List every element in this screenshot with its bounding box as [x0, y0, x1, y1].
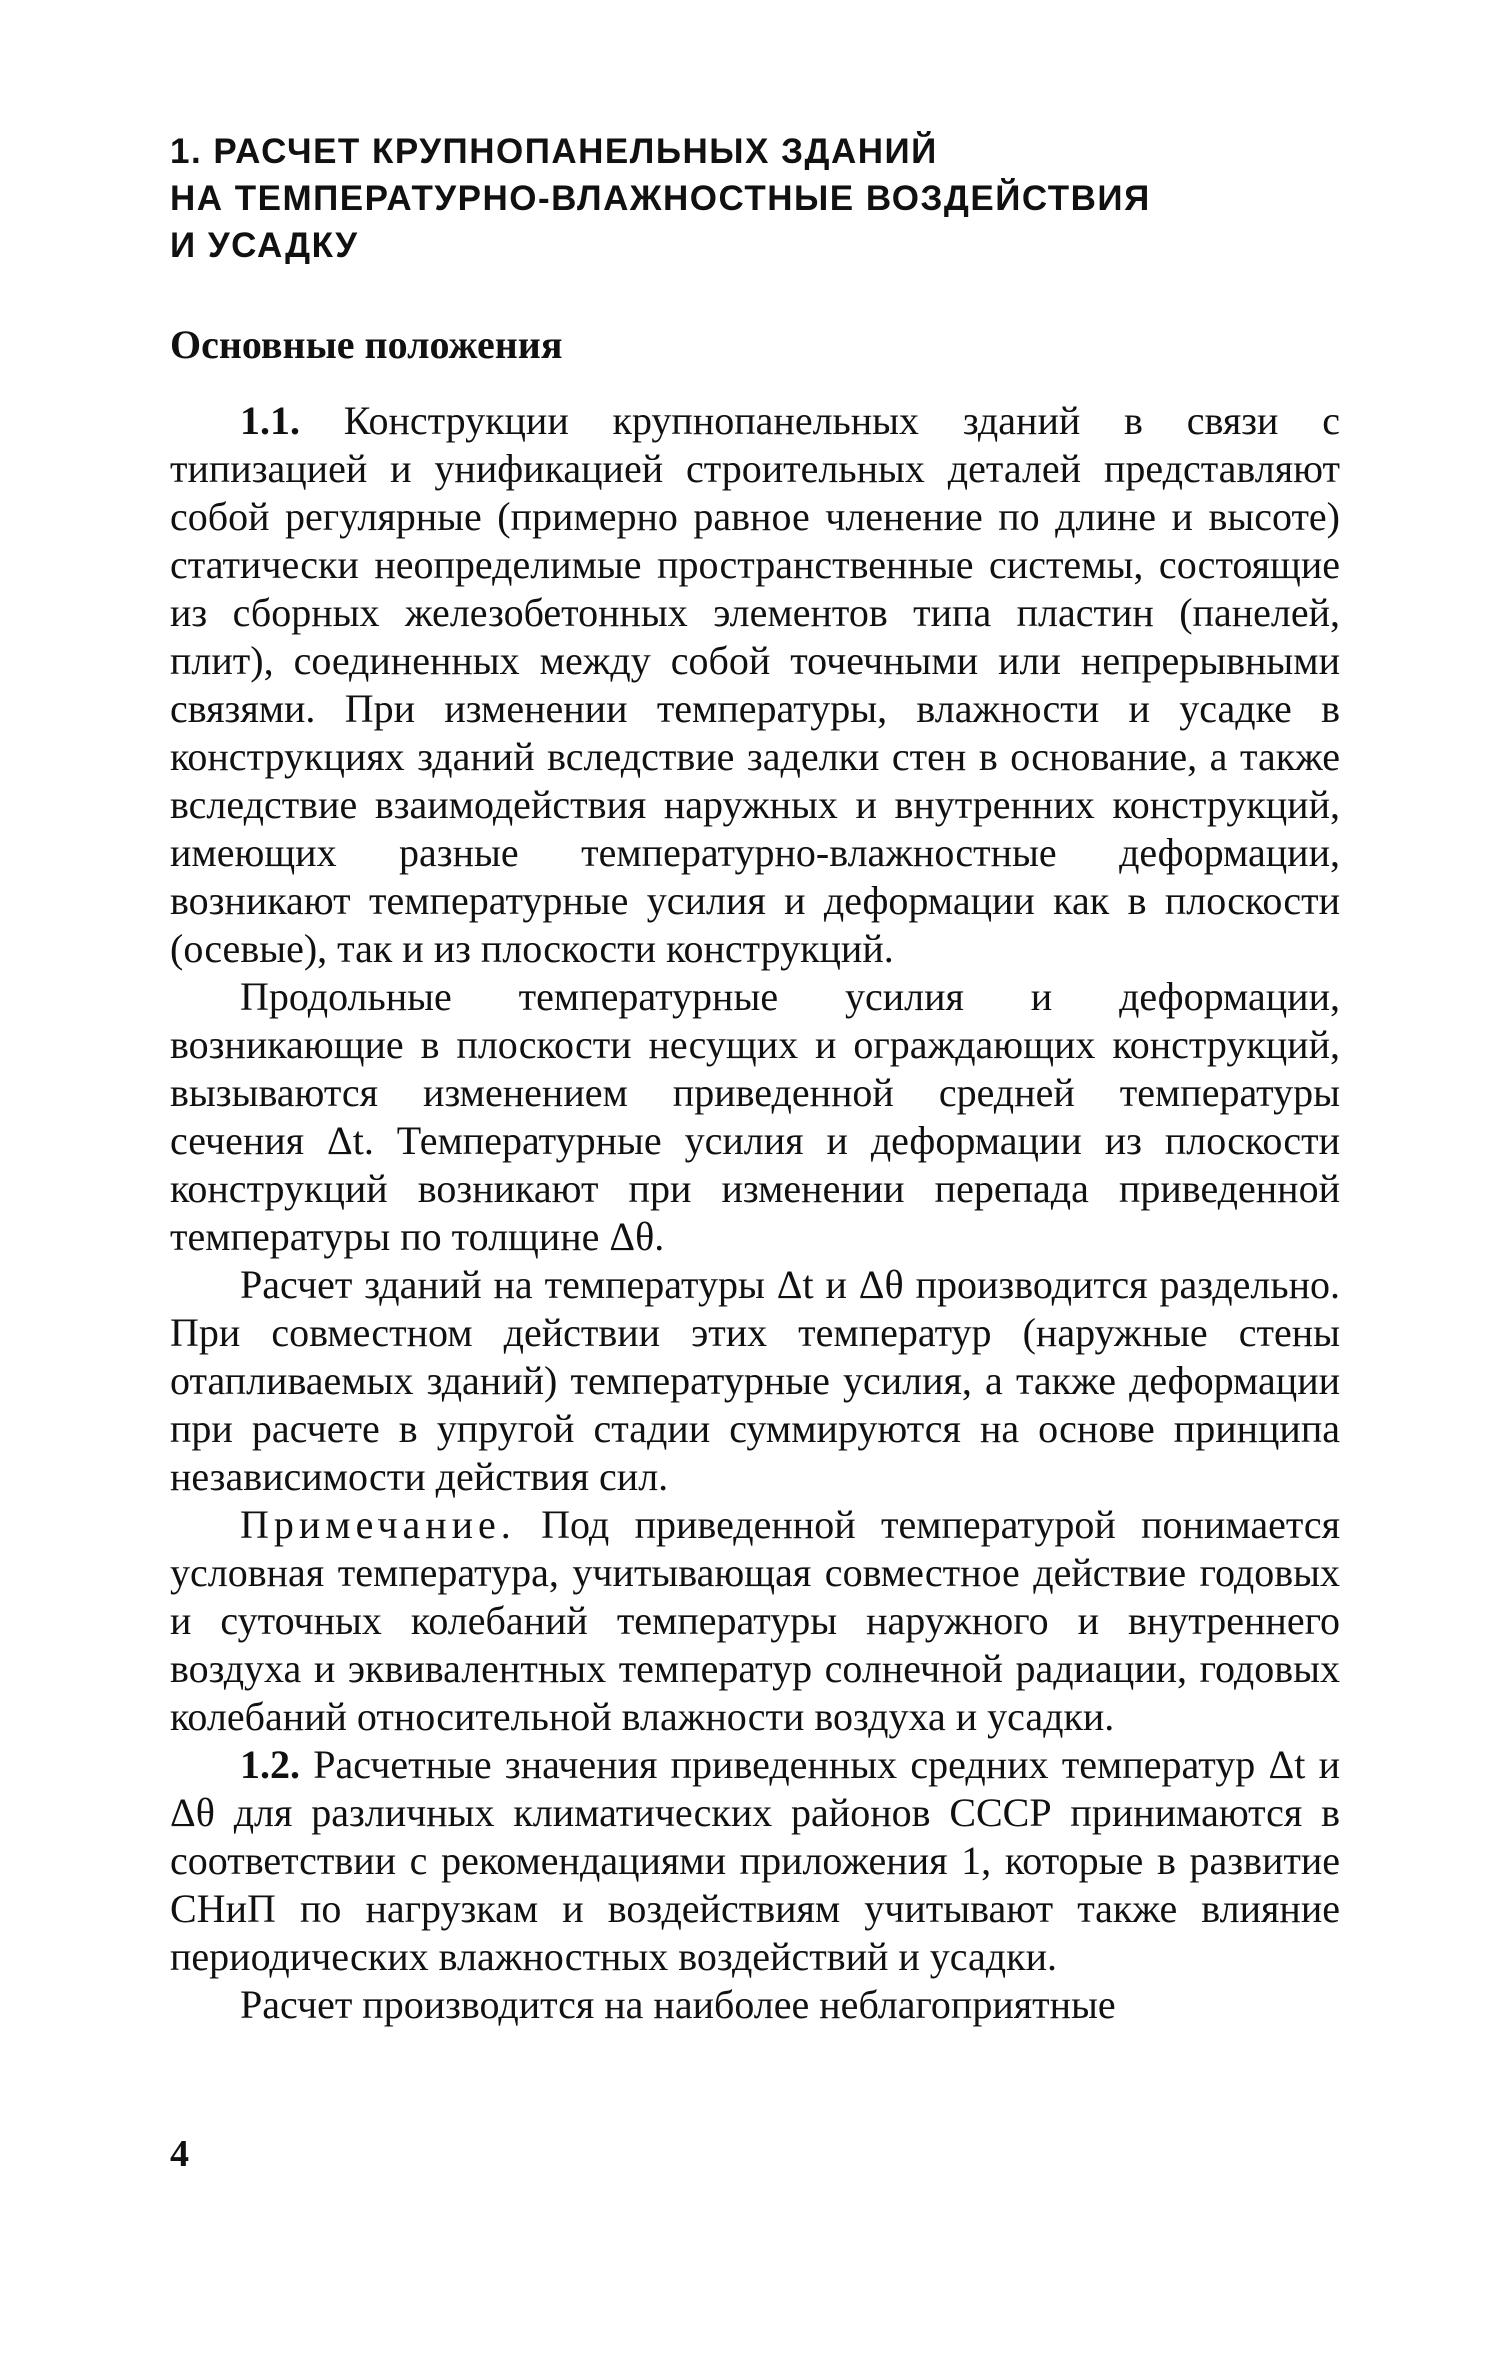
section-heading: Основные положения	[170, 322, 563, 367]
paragraph	[170, 1981, 1340, 2029]
paragraph-text: Расчетные значения приведенных средних температур Δt и Δθ для различных климатических районов СССР принимаются в соответствии с рекомендациями приложения 1, которые в развитие СНиП по нагрузкам и воздействиям учитывают также влияние периодических влажностных воздействий и усадки.	[170, 1742, 1340, 1979]
chapter-title	[170, 128, 1340, 269]
paragraph	[170, 1261, 1340, 1501]
paragraph-text: Под приведенной температурой понимается условная температура, учитывающая совместное действие годовых и суточных колебаний температуры наружного и внутреннего воздуха и эквивалентных температур солнечной радиации, годовых колебаний относительной влажности воздуха и усадки.	[170, 1502, 1340, 1739]
body-text	[170, 397, 1340, 2029]
paragraph-text: Продольные температурные усилия и деформации, возникающие в плоскости несущих и ограждающих конструкций, вызываются изменением приведенной средней температуры сечения Δt. Температурные усилия и деформации из плоскости конструкций возникают при изменении перепада приведенной температуры по толщине Δθ.	[170, 974, 1340, 1259]
note-paragraph	[170, 1501, 1340, 1741]
note-label: Примечание.	[240, 1502, 516, 1547]
page-number: 4	[170, 2133, 189, 2175]
clause-number: 1.2.	[240, 1742, 300, 1787]
paragraph-text: Расчет производится на наиболее неблагоприятные	[240, 1982, 1116, 2027]
chapter-title-line: НА ТЕМПЕРАТУРНО-ВЛАЖНОСТНЫЕ ВОЗДЕЙСТВИЯ	[170, 179, 1151, 218]
chapter-title-line: И УСАДКУ	[170, 226, 359, 265]
paragraph-1-2	[170, 1741, 1340, 1981]
paragraph-text: Расчет зданий на температуры Δt и Δθ производится раздельно. При совместном действии этих температур (наружные стены отапливаемых зданий) температурные усилия, а также деформации при расчете в упругой стадии суммируются на основе принципа независимости действия сил.	[170, 1262, 1340, 1499]
chapter-title-line: 1. РАСЧЕТ КРУПНОПАНЕЛЬНЫХ ЗДАНИЙ	[170, 132, 938, 171]
paragraph-text: Конструкции крупнопанельных зданий в связи с типизацией и унификацией строительных деталей представляют собой регулярные (примерно равное членение по длине и высоте) статически неопределимые пространственные системы, состоящие из сборных железобетонных элементов типа пластин (панелей, плит), соединенных между собой точечными или непрерывными связями. При изменении температуры, влажности и усадке в конструкциях зданий вследствие заделки стен в основание, а также вследствие взаимодействия наружных и внутренних конструкций, имеющих разные температурно-влажностные деформации, возникают температурные усилия и деформации как в плоскости (осевые), так и из плоскости конструкций.	[170, 398, 1340, 971]
document-page	[170, 128, 1340, 2328]
paragraph-1-1	[170, 397, 1340, 973]
paragraph	[170, 973, 1340, 1261]
clause-number: 1.1.	[240, 398, 300, 443]
